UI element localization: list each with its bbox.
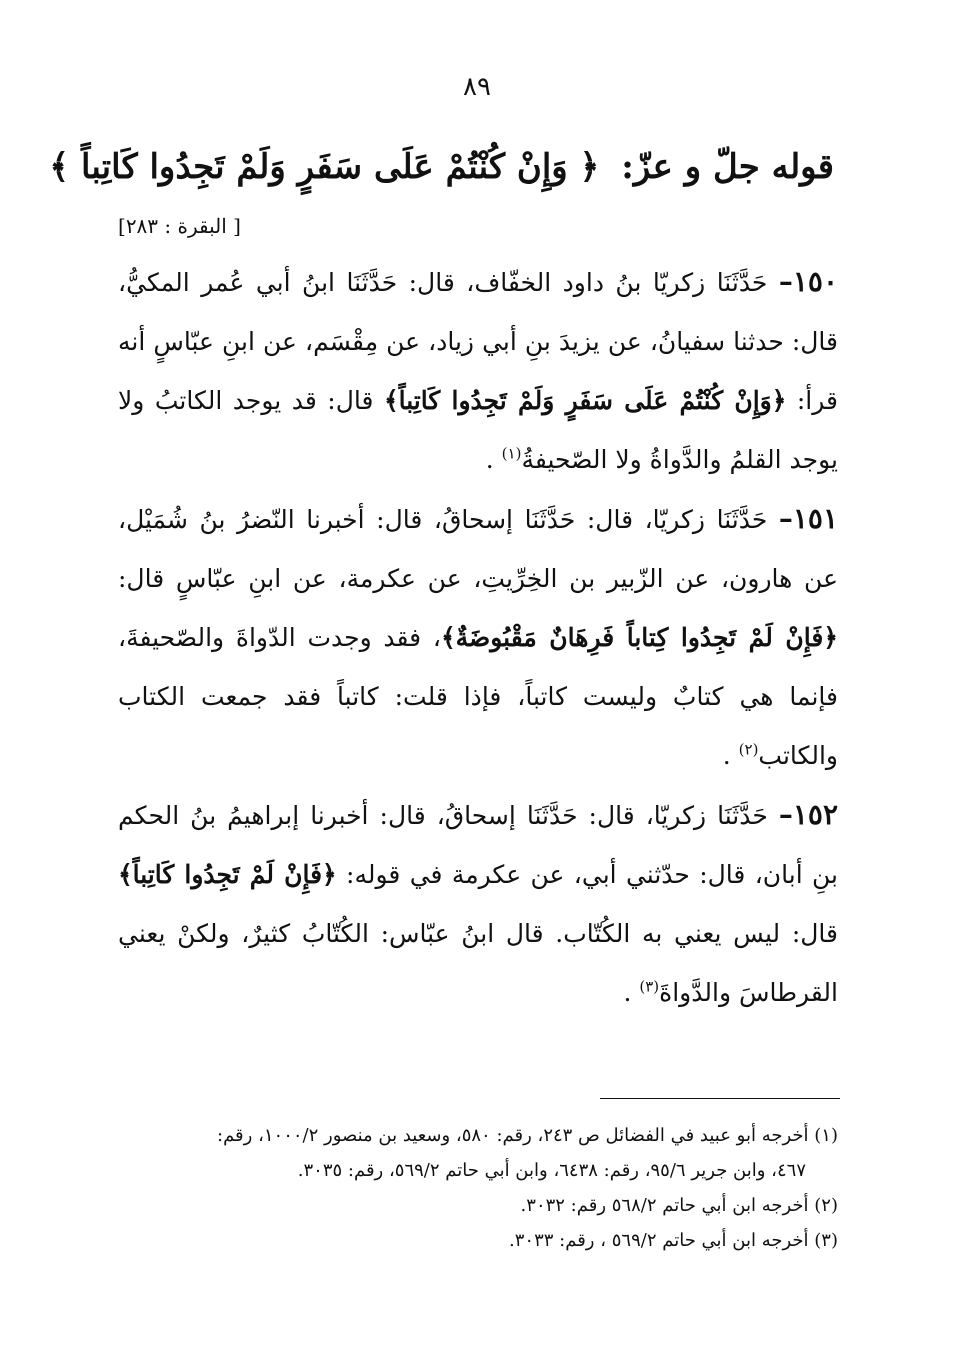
footnote-2: (٢) أخرجه ابن أبي حاتم ٥٦٨/٢ رقم: ٣٠٣٢. [520,1195,838,1216]
heading-intro: قوله جلّ و عزّ: [621,147,834,187]
heading-verse: ﴿ وَإِنْ كُنْتُمْ عَلَى سَفَرٍ وَلَمْ تَجِدُوا كَاتِباً ﴾ [49,147,600,187]
hadith-text: حَدَّثَنَا زكريّا، قال: حَدَّثَنَا إسحاقُ، قال: أخبرنا إبراهيمُ بنُ الحكم بنِ أبان، قال: حدّثني أبي، عن عكرمة في قوله: [118,801,839,889]
quran-quote: ﴿وَإِنْ كُنْتُمْ عَلَى سَفَرٍ وَلَمْ تَجِدُوا كَاتِباً﴾ [383,386,787,415]
hadith-text: حَدَّثَنَا زكريّا بنُ داود الخفّاف، قال: حَدَّثَنَا ابنُ أبي عُمر المكيُّ، قال: حدثنا سفيانُ، عن يزيدَ بنِ أبي زياد، عن مِقْسَم، عن ابنِ عبّاسٍ أنه قرأ: [118,268,838,415]
hadith-text: ، فقد وجدت الدّواةَ والصّحيفةَ، فإنما هي كتابٌ وليست كاتباً، فإذا قلت: كاتباً فقد جمعت الكتاب والكاتب [118,623,838,770]
page-number: ٨٩ [463,72,491,102]
hadith-number: ١٥٢– [778,798,838,831]
hadith-end: . [485,445,502,474]
footnotes [118,1118,838,1258]
footnote-mark[interactable]: (٢) [738,740,759,759]
hadith-number: ١٥١– [778,502,839,535]
hadith-152 [118,785,838,1022]
quran-quote: ﴿فَإِنْ لَمْ تَجِدُوا كِتاباً فَرِهَانٌ مَقْبُوضَةٌ﴾ [440,623,839,652]
footnote-1-continuation: ٤٦٧، وابن جرير ٩٥/٦، رقم: ٦٤٣٨، وابن أبي حاتم ٥٦٩/٢، رقم: ٣٠٣٥. [297,1160,806,1181]
verse-citation: [ البقرة : ٢٨٣] [118,214,241,238]
hadith-text: قال: قد يوجد الكاتبُ ولا يوجد القلمُ والدَّواةُ ولا الصّحيفةُ [118,386,838,474]
footnote-divider [600,1098,840,1099]
footnote-mark[interactable]: (٣) [639,977,660,996]
hadith-list [118,252,838,1022]
quran-quote: ﴿فَإِنْ لَمْ تَجِدُوا كَاتِباً﴾ [118,860,337,889]
hadith-number: ١٥٠– [778,265,838,298]
section-heading [49,146,834,187]
hadith-text: حَدَّثَنَا زكريّا، قال: حَدَّثَنَا إسحاقُ، قال: أخبرنا النّضرُ بنُ شُمَيْل، عن هارون، عن الزّبير بن الخِرِّيتِ، عن عكرمة، عن ابنِ عبّاسٍ قال: [118,505,838,593]
hadith-end: . [722,741,739,770]
hadith-end: . [623,978,640,1007]
footnote-1: (١) أخرجه أبو عبيد في الفضائل ص ٢٤٣، رقم: ٥٨٠، وسعيد بن منصور ١٠٠٠/٢، رقم: [217,1125,838,1146]
hadith-text: قال: ليس يعني به الكُتّاب. قال ابنُ عبّاس: الكُتّابُ كثيرٌ، ولكنْ يعني القرطاسَ والدَّواةَ [118,919,838,1007]
hadith-150 [118,252,838,489]
hadith-151 [118,489,838,785]
footnote-3: (٣) أخرجه ابن أبي حاتم ٥٦٩/٢ ، رقم: ٣٠٣٣. [509,1230,838,1251]
footnote-mark[interactable]: (١) [501,444,522,463]
